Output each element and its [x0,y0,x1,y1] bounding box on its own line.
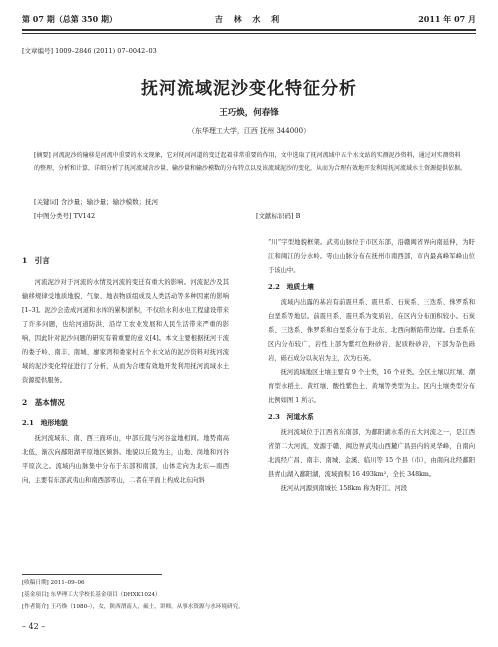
footnote-received: [收稿日期] 2011–09–06 [22,580,85,586]
right-column [268,236,475,496]
article-id: [文章编号] 1009–2846 (2011) 07–0042–03 [22,47,157,55]
page-number: – 42 – [22,622,46,631]
abstract: [摘要] 河流泥沙的输移是河流中重要的水文现象，它对抚河河道的变迁起着非常重要的作用，文中选取了抚河流域中五个水文站的实测泥沙资料，通过对实测资料的整理、分析和计算，详细分析了抚河流域含沙量、输沙量和输沙模数的分布特点以及该流域泥沙的变化，从而为合理有效地开发利用抚河流域水土资源提供依据。 [34,152,467,172]
classification: [中图分类号] TV142 [34,212,96,220]
footnote-divider [22,574,162,575]
paragraph-geology: 流域内出露的基岩有前震旦系、震旦系、石炭系、三迭系、侏罗系和白垩系等地层。前震旦系、震旦系为变质岩，在区内分布面积较小。石炭系、三迭系、侏罗系和白垩系分布于北东、北西向断陷带边缘。白垩系在区内分布较广，岩性上部为紫红色粉砂岩、泥质粉砂岩，下部为杂色砾岩，砾石成分以灰岩为主，次为石英。 [268,299,475,362]
footnote-fund: [基金项目] 东华理工大学校长基金项目（DHXK1024） [22,592,161,598]
paragraph-terrain: 抚河流域东、南、西三面环山，中部丘陵与河谷盆地相间。地势南高北低，渐次向鄱阳湖平原地区倾斜。地貌以丘陵为主，山地、岗地和河谷平原次之。流域内山脉集中分布于东部和南部，山体走向为北东—南西向，主要有东部武夷山和南西部雩山，二者在平面上构成北东向斜 [22,435,229,484]
header-rule-thick [22,29,476,31]
section-2-3-heading: 2.3 河道水系 [268,413,314,421]
header-date: 2011 年 07 月 [418,14,476,24]
section-2-2-heading: 2.2 地质土壤 [268,283,314,291]
affiliation: （东华理工大学，江西 抚州 344000） [187,127,311,135]
header-rule-thin [22,33,476,34]
section-2-1-heading: 2.1 地形地貌 [22,419,68,427]
keywords: [关键词] 含沙量；输沙量；输沙模数；抚河 [34,198,159,206]
paragraph-intro: 河流泥沙对于河流的水情及河流的变迁有重大的影响。河流泥沙及其输移规律受地质地貌、气象、地表物质组成及人类活动等多种因素的影响[1–3]。泥沙会造成河道和水库的累积淤积，不仅给水利水电工程建设带来了许多问题，也给河道防洪、沿岸工农业发展和人民生活带来严重的影响，因此针对泥沙问题的研究有着重要的意义[4]。本文主要根据抚河干流的娄子岭、南丰、南城、廖家湾和娄家村五个水文站的泥沙资料对抚河流域的泥沙变化特征进行了分析，从而为合理有效地开发利用抚河流域水土资源提供服务。 [22,279,229,384]
authors: 王巧焕，何春锋 [219,108,279,118]
header-journal: 吉 林 水 利 [214,14,284,24]
section-1-heading: 1 引言 [22,256,50,265]
paragraph-terrain-cont: “川”字型地貌框架。武夷山脉位于市区东部，沿赣闽省界向南延伸，为盱江和闽江的分水岭。雩山山脉分布在抚州市南西部，市内最高峰军峰山位于该山中。 [268,239,475,274]
paragraph-river-system: 抚河流域位于江西省东南部，为鄱阳湖水系的五大河流之一，是江西省第二大河流，发源于赣、闽边界武夷山西麓广昌县内的灵华峰，自南向北流经广昌、南丰、南城、金溪、临川等 15 个县（市），由南向北经鄱阳县青山湖入鄱阳湖，流域面积 16 493km²，全长 348km。 [268,429,475,478]
header-issue: 第 07 期（总第 350 期） [22,14,117,24]
section-2-heading: 2 基本情况 [22,398,65,407]
document-code: [文献标识码] B [256,212,301,220]
paragraph-river-cont: 抚河从河源到南城长 158km 称为盱江。河段 [280,485,408,492]
paragraph-soil: 抚河流域地区土壤主要有 9 个土类，16 个亚类。全区土壤以红壤、潮育型水稻土、黄红壤、酸性紫色土、黄壤等类型为主。区内土壤类型分布比例如图 1 所示。 [268,369,475,404]
left-column [22,236,229,488]
paper-title: 抚河流域泥沙变化特征分析 [141,79,357,99]
footnote-author-bio: [作者简介] 王巧焕（1980–），女，陕西渭南人，硕士，讲师，从事水资源与水环境研究。 [22,604,244,610]
